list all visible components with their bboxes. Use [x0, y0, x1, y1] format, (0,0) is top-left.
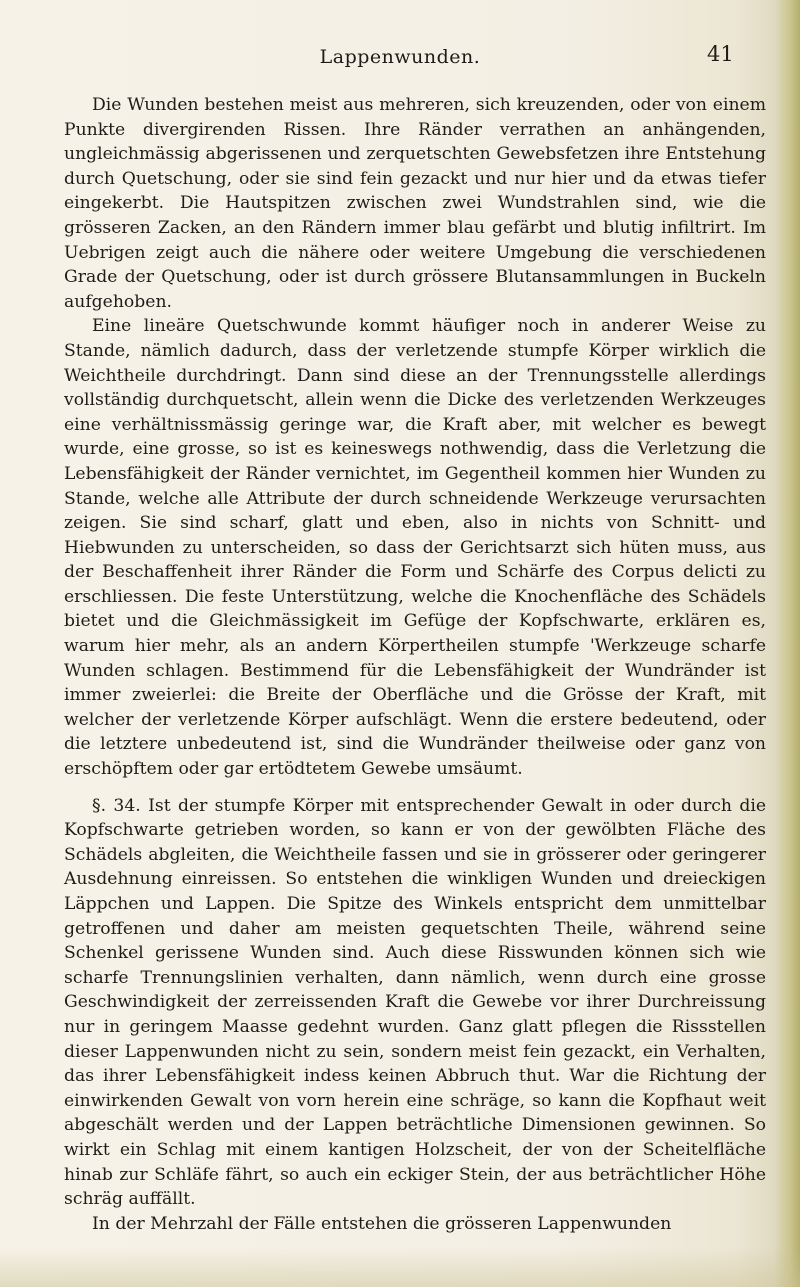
- paragraph: In der Mehrzahl der Fälle entstehen die grösseren Lappenwunden: [92, 1213, 672, 1234]
- page-number: 41: [707, 42, 734, 66]
- paragraph: Eine lineäre Quetschwunde kommt häufiger noch in anderer Weise zu Stande, nämlich dadurch, dass der verletzende stumpfe Körper wirklich die Weichtheile durchdringt. Dann sind diese an der Trennungsstelle allerdings vollständig durchquetscht, allein wenn die Dicke des verletzenden Werkzeuges eine verhältnissmässig geringe war, die Kraft aber, mit welcher es bewegt wurde, eine grosse, so ist es keineswegs nothwendig, dass die Verletzung die Lebensfähigkeit der Ränder vernichtet, im Gegentheil kommen hier Wunden zu Stande, welche alle Attribute der durch schneidende Werkzeuge verursachten zeigen. Sie sind scharf, glatt und eben, also in nichts von Schnitt- und Hiebwunden zu unterscheiden, so dass der Gerichtsarzt sich hüten muss, aus der Beschaffenheit ihrer Ränder die Form und Schärfe des Corpus delicti zu erschliessen. Die feste Unterstützung, welche die Knochenfläche des Schädels bietet und die Gleichmässigkeit im Gefüge der Kopfschwarte, erklären es, warum hier mehr, als an andern Körpertheilen stumpfe 'Werkzeuge scharfe Wunden schlagen. Bestimmend für die Lebensfähigkeit der Wundränder ist immer zweierlei: die Breite der Oberfläche und die Grösse der Kraft, mit welcher der verletzende Körper aufschlägt. Wenn die erstere bedeutend, oder die letztere unbedeutend ist, sind die Wundränder theilweise oder ganz von erschöpftem oder gar ertödtetem Gewebe umsäumt.: [64, 316, 766, 780]
- body-text: [64, 93, 766, 1236]
- page-bottom-shadow: [0, 1247, 800, 1287]
- paragraph: Die Wunden bestehen meist aus mehreren, sich kreuzenden, oder von einem Punkte divergirenden Rissen. Ihre Ränder verrathen an anhängenden, ungleichmässig abgerissenen und zerquetschten Gewebsfetzen ihre Entstehung durch Quetschung, oder sie sind fein gezackt und nur hier und da etwas tiefer eingekerbt. Die Hautspitzen zwischen zwei Wundstrahlen sind, wie die grösseren Zacken, an den Rändern immer blau gefärbt und blutig infiltrirt. Im Uebrigen zeigt auch die nähere oder weitere Umgebung die verschiedenen Grade der Quetschung, oder ist durch grössere Blutansammlungen in Buckeln aufgehoben.: [64, 95, 766, 312]
- running-title: Lappenwunden.: [319, 46, 481, 68]
- paragraph-section-34: §. 34. Ist der stumpfe Körper mit entsprechender Gewalt in oder durch die Kopfschwarte getrieben worden, so kann er von der gewölbten Fläche des Schädels abgleiten, die Weichtheile fassen und sie in grösserer oder geringerer Ausdehnung einreissen. So entstehen die winkligen Wunden und dreieckigen Läppchen und Lappen. Die Spitze des Winkels entspricht dem unmittelbar getroffenen und daher am meisten gequetschten Theile, während seine Schenkel gerissene Wunden sind. Auch diese Risswunden können sich wie scharfe Trennungslinien verhalten, dann nämlich, wenn durch eine grosse Geschwindigkeit der zerreissenden Kraft die Gewebe vor ihrer Durchreissung nur in geringem Maasse gedehnt wurden. Ganz glatt pflegen die Rissstellen dieser Lappenwunden nicht zu sein, sondern meist fein gezackt, ein Verhalten, das ihrer Lebensfähigkeit indess keinen Abbruch thut. War die Richtung der einwirkenden Gewalt von vorn herein eine schräge, so kann die Kopfhaut weit abgeschält werden und der Lappen beträchtliche Dimensionen gewinnen. So wirkt ein Schlag mit einem kantigen Holzscheit, der von der Scheitelfläche hinab zur Schläfe fährt, so auch ein eckiger Stein, der aus beträchtlicher Höhe schräg auffällt.: [64, 795, 766, 1210]
- page-header: [0, 42, 800, 74]
- page-edge-shadow: [774, 0, 800, 1287]
